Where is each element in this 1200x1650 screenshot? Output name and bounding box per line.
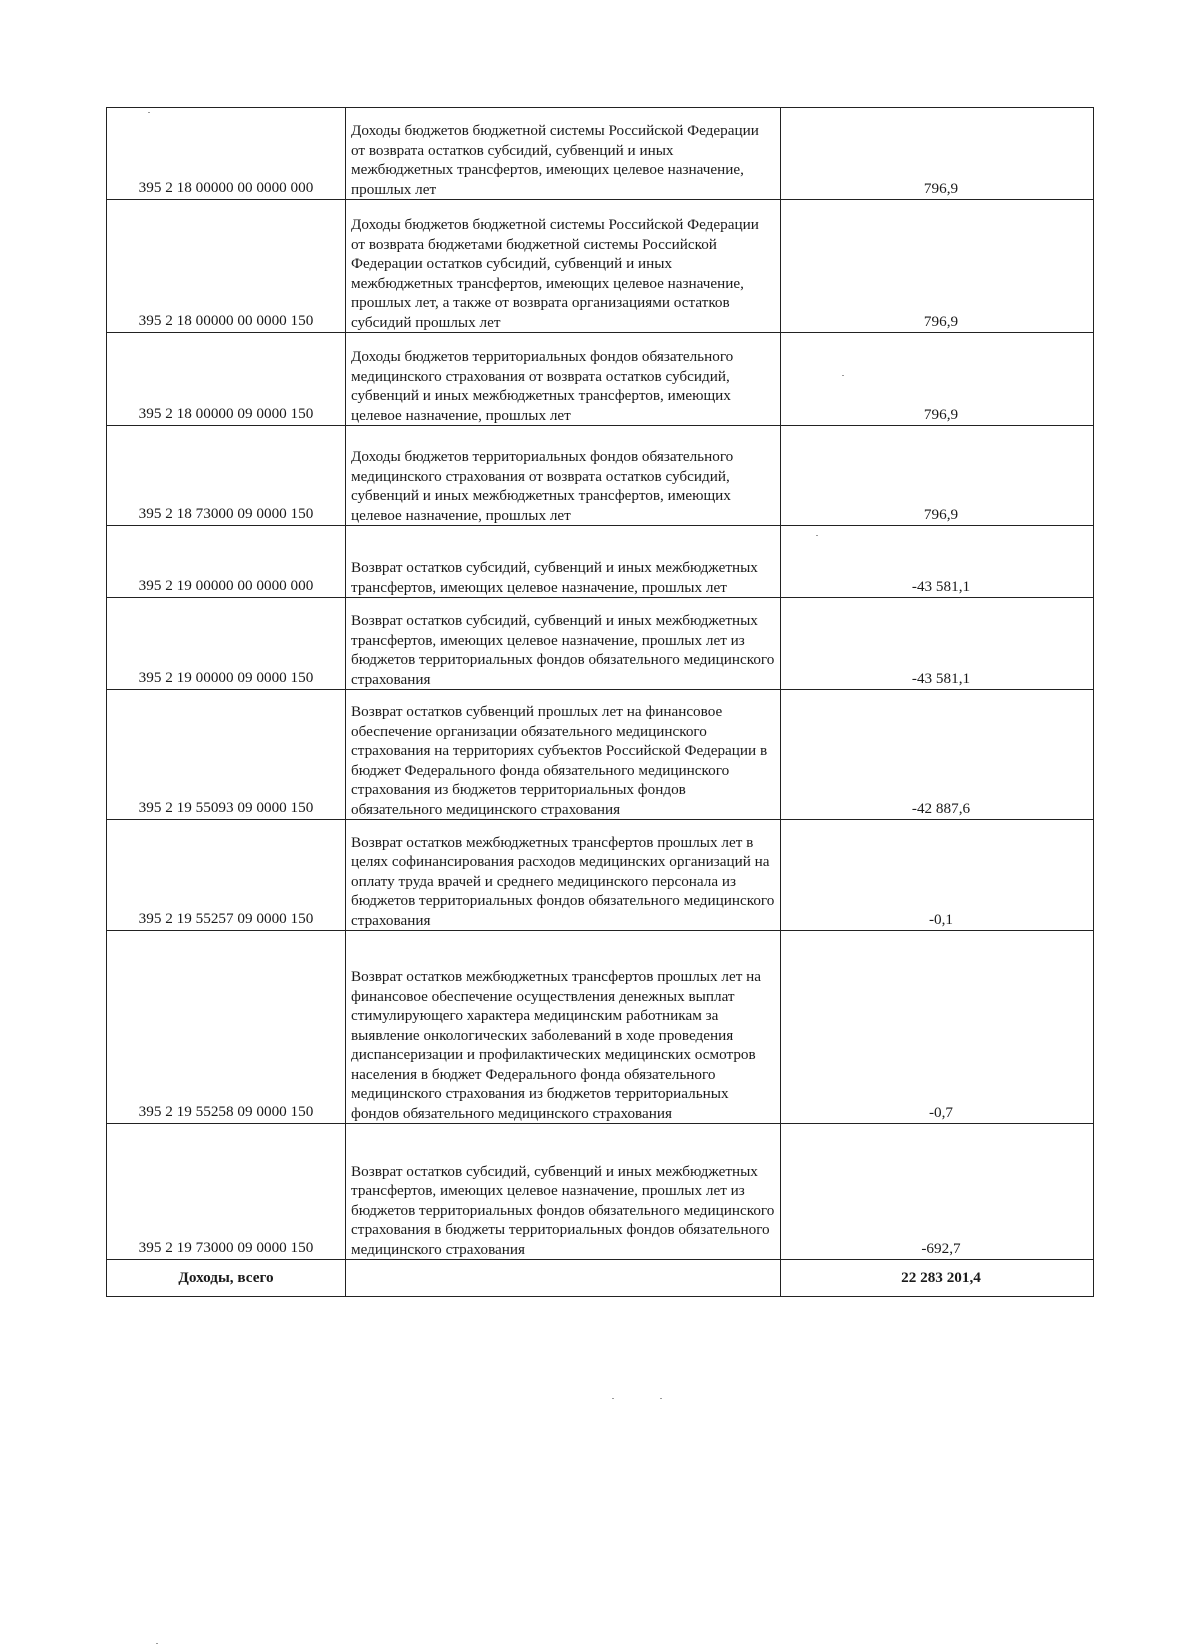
amount-cell	[781, 333, 1094, 426]
description-cell: Доходы бюджетов территориальных фондов обязательного медицинского страхования от возврата остатков субсидий, субвенций и иных межбюджетных трансфертов, имеющих целевое назначение, прошлых лет	[346, 333, 781, 426]
amount-cell	[781, 108, 1094, 200]
table-row	[107, 690, 1094, 820]
amount-cell	[781, 200, 1094, 333]
amount-value: -43 581,1	[911, 577, 971, 595]
description-cell: Доходы бюджетов бюджетной системы Российской Федерации от возврата бюджетами бюджетной системы Российской Федерации остатков субсидий, субвенций и иных межбюджетных трансфертов, имеющих целевое назначение, прошлых лет, а также от возврата организациями остатков субсидий прошлых лет	[346, 200, 781, 333]
amount-value: -43 581,1	[911, 669, 971, 687]
amount-value: 796,9	[923, 312, 959, 330]
amount-value: 796,9	[923, 179, 959, 197]
amount-value: -692,7	[921, 1239, 961, 1257]
budget-code-cell: 395 2 19 55093 09 0000 150	[107, 690, 346, 820]
scan-speck	[612, 1398, 614, 1399]
amount-cell	[781, 931, 1094, 1124]
description-cell: Возврат остатков субсидий, субвенций и иных межбюджетных трансфертов, имеющих целевое назначение, прошлых лет из бюджетов территориальных фондов обязательного медицинского страхования	[346, 598, 781, 690]
amount-value: -0,1	[928, 910, 954, 928]
budget-code-cell: 395 2 18 00000 09 0000 150	[107, 333, 346, 426]
amount-value: -42 887,6	[911, 799, 971, 817]
budget-code-cell: 395 2 19 55258 09 0000 150	[107, 931, 346, 1124]
amount-cell	[781, 426, 1094, 526]
budget-code-cell: 395 2 18 00000 00 0000 000	[107, 108, 346, 200]
table-row	[107, 200, 1094, 333]
total-label: Доходы, всего	[107, 1260, 346, 1297]
amount-value: 796,9	[923, 405, 959, 423]
amount-cell	[781, 690, 1094, 820]
table-row	[107, 426, 1094, 526]
scan-speck	[842, 375, 844, 376]
budget-code-cell: 395 2 19 00000 09 0000 150	[107, 598, 346, 690]
scan-speck	[156, 1643, 158, 1644]
table-row	[107, 333, 1094, 426]
total-amount-cell	[781, 1260, 1094, 1297]
description-cell: Возврат остатков субсидий, субвенций и иных межбюджетных трансфертов, имеющих целевое назначение, прошлых лет	[346, 526, 781, 598]
table-row	[107, 526, 1094, 598]
amount-cell	[781, 1124, 1094, 1260]
description-cell: Возврат остатков субсидий, субвенций и иных межбюджетных трансфертов, имеющих целевое назначение, прошлых лет из бюджетов территориальных фондов обязательного медицинского страхования в бюджеты территориальных фондов обязательного медицинского страхования	[346, 1124, 781, 1260]
budget-code-cell: 395 2 18 00000 00 0000 150	[107, 200, 346, 333]
table-row	[107, 820, 1094, 931]
table-row	[107, 598, 1094, 690]
description-cell: Возврат остатков межбюджетных трансфертов прошлых лет в целях софинансирования расходов медицинских организаций на оплату труда врачей и среднего медицинского персонала из бюджетов территориальных фондов обязательного медицинского страхования	[346, 820, 781, 931]
amount-cell	[781, 598, 1094, 690]
total-description-cell	[346, 1260, 781, 1297]
total-row	[107, 1260, 1094, 1297]
scan-speck	[660, 1398, 662, 1399]
amount-cell	[781, 820, 1094, 931]
table-row	[107, 108, 1094, 200]
budget-code-cell: 395 2 19 55257 09 0000 150	[107, 820, 346, 931]
amount-cell	[781, 526, 1094, 598]
description-cell: Доходы бюджетов территориальных фондов обязательного медицинского страхования от возврата остатков субсидий, субвенций и иных межбюджетных трансфертов, имеющих целевое назначение, прошлых лет	[346, 426, 781, 526]
description-cell: Доходы бюджетов бюджетной системы Российской Федерации от возврата остатков субсидий, субвенций и иных межбюджетных трансфертов, имеющих целевое назначение, прошлых лет	[346, 108, 781, 200]
scan-speck	[148, 112, 150, 113]
description-cell: Возврат остатков межбюджетных трансфертов прошлых лет на финансовое обеспечение осуществления денежных выплат стимулирующего характера медицинским работникам за выявление онкологических заболеваний в ходе проведения диспансеризации и профилактических медицинских осмотров населения в бюджет Федерального фонда обязательного медицинского страхования из бюджетов территориальных фондов обязательного медицинского страхования	[346, 931, 781, 1124]
budget-code-cell: 395 2 19 00000 00 0000 000	[107, 526, 346, 598]
amount-value: -0,7	[928, 1103, 954, 1121]
description-cell: Возврат остатков субвенций прошлых лет на финансовое обеспечение организации обязательного медицинского страхования на территориях субъектов Российской Федерации в бюджет Федерального фонда обязательного медицинского страхования из бюджетов территориальных фондов обязательного медицинского страхования	[346, 690, 781, 820]
table-row	[107, 931, 1094, 1124]
amount-value: 796,9	[923, 505, 959, 523]
scan-speck	[816, 535, 818, 536]
budget-code-cell: 395 2 18 73000 09 0000 150	[107, 426, 346, 526]
table-row	[107, 1124, 1094, 1260]
budget-code-cell: 395 2 19 73000 09 0000 150	[107, 1124, 346, 1260]
total-amount-value: 22 283 201,4	[901, 1269, 981, 1287]
revenue-table	[106, 107, 1094, 1297]
